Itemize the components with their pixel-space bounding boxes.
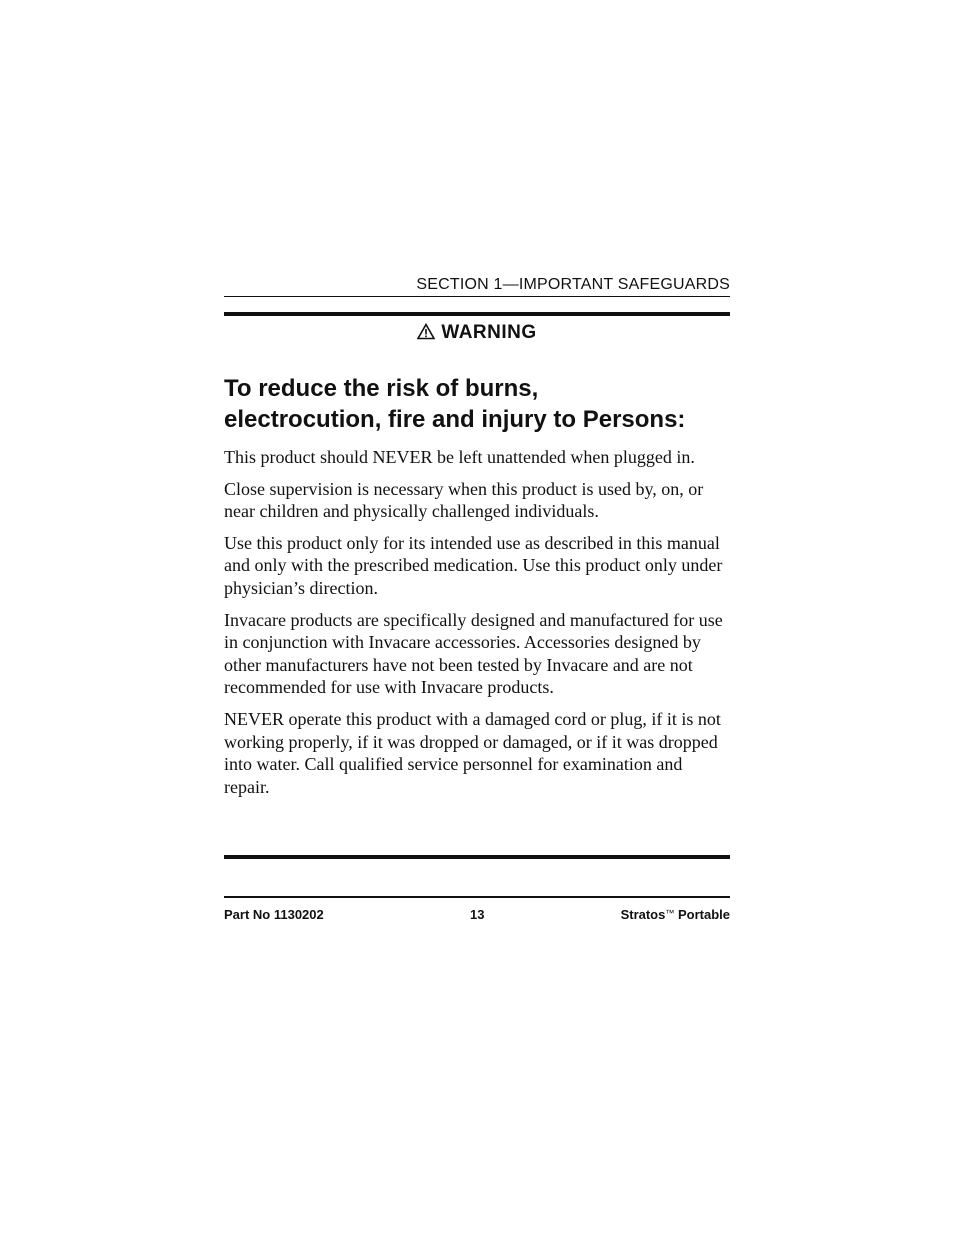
paragraph-intended-use: Use this product only for its intended use as described in this manual and only with the prescribed medication. Use this product only under physician’s direction. bbox=[224, 532, 723, 598]
footer-divider bbox=[224, 896, 730, 898]
warning-top-rule bbox=[224, 312, 730, 316]
warning-bottom-rule bbox=[224, 855, 730, 859]
header-divider bbox=[224, 296, 730, 297]
paragraph-damaged-cord: NEVER operate this product with a damaged cord or plug, if it is not working properly, if it was dropped or damaged, or if it was dropped into water. Call qualified service personnel for examination and repair. bbox=[224, 708, 721, 797]
footer-page-number: 13 bbox=[470, 907, 485, 922]
paragraph-supervision: Close supervision is necessary when this product is used by, on, or near children and physically challenged individuals. bbox=[224, 478, 704, 522]
product-name: Stratos bbox=[620, 907, 666, 922]
warning-banner bbox=[224, 322, 730, 344]
trademark-symbol: ™ bbox=[665, 908, 675, 918]
warning-body bbox=[224, 446, 730, 807]
warning-headline bbox=[224, 373, 730, 435]
footer-product-name bbox=[621, 907, 730, 922]
page-footer bbox=[224, 907, 730, 925]
headline-line-2: electrocution, fire and injury to Persons: bbox=[224, 406, 686, 433]
footer-part-number: Part No 1130202 bbox=[224, 907, 324, 922]
section-header: SECTION 1—IMPORTANT SAFEGUARDS bbox=[416, 276, 730, 293]
headline-line-1: To reduce the risk of burns, bbox=[224, 375, 539, 402]
paragraph-unattended: This product should NEVER be left unattended when plugged in. bbox=[224, 447, 695, 467]
warning-triangle-icon bbox=[417, 323, 435, 340]
paragraph-accessories: Invacare products are specifically designed and manufactured for use in conjunction with Invacare accessories. Accessories designed by other manufacturers have not been tested by Invacare and are not recommended for use with Invacare products. bbox=[224, 609, 723, 698]
manual-page bbox=[224, 0, 730, 1235]
product-suffix: Portable bbox=[677, 907, 730, 922]
warning-label: WARNING bbox=[441, 322, 537, 343]
